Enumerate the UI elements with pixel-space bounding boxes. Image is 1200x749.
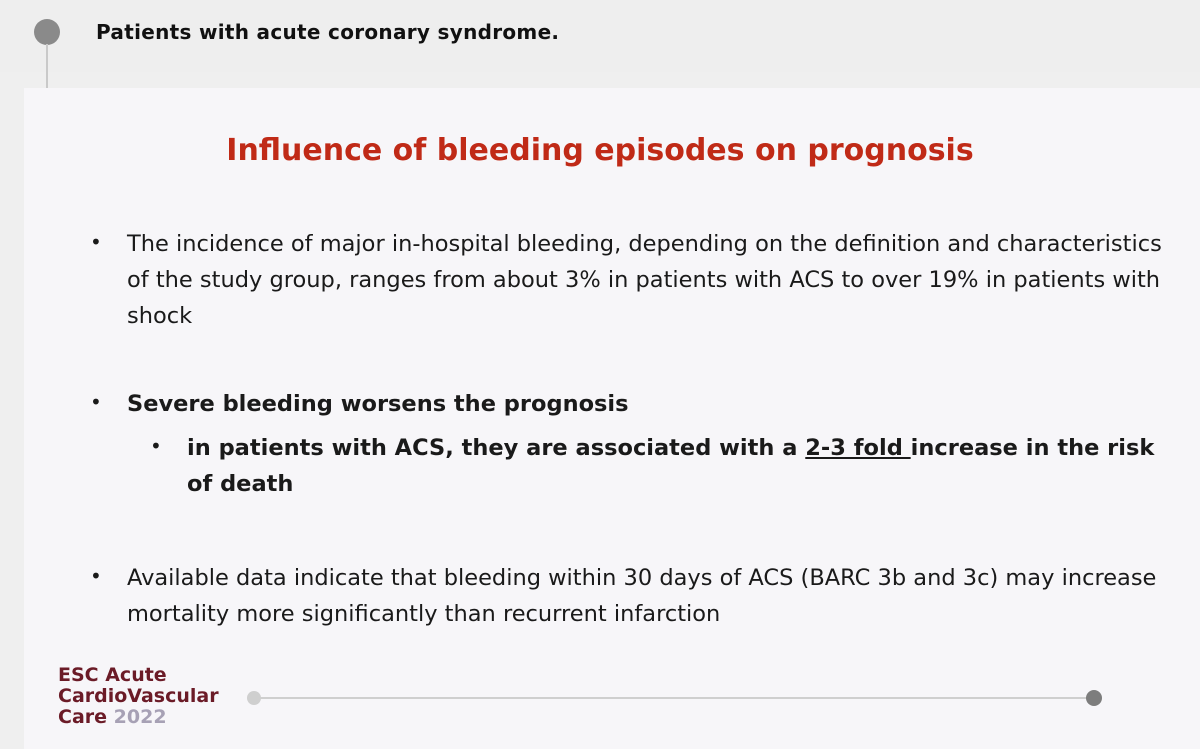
footer-dot-left <box>247 691 261 705</box>
bullet-marker-1: • <box>90 230 102 254</box>
bullet-3-text: Available data indicate that bleeding within 30 days of ACS (BARC 3b and 3c) may increase mortality more significantly than recurrent infarction <box>127 565 1157 627</box>
slide-title: Influence of bleeding episodes on prognosis <box>226 133 974 168</box>
esc-acc-logo <box>58 665 219 728</box>
logo-care: Care <box>58 706 108 728</box>
bullet-1-text: The incidence of major in-hospital bleeding, depending on the definition and characteristics of the study group, ranges from about 3% in patients with ACS to over 19% in patients with shock <box>127 231 1162 329</box>
logo-year: 2022 <box>113 706 167 728</box>
logo-line-1: ESC Acute <box>58 664 167 686</box>
header-bar <box>0 0 1200 72</box>
header-bullet-dot <box>34 19 60 45</box>
footer-progress-line <box>254 697 1094 699</box>
sub-bullet-text-start: in patients with ACS, they are associated with a <box>187 435 806 461</box>
footer-dot-right <box>1086 690 1102 706</box>
sub-bullet-underlined-text: 2-3 fold <box>805 435 911 461</box>
sub-bullet-text <box>187 430 1167 502</box>
header-title: Patients with acute coronary syndrome. <box>96 20 560 44</box>
logo-line-3 <box>58 707 219 728</box>
logo-line-2: CardioVascular <box>58 685 219 707</box>
sub-bullet-marker: • <box>150 434 162 458</box>
bullet-2-text: Severe bleeding worsens the prognosis <box>127 391 629 417</box>
bullet-marker-3: • <box>90 564 102 588</box>
bullet-marker-2: • <box>90 390 102 414</box>
header-connector-line <box>46 44 48 89</box>
sub-bullet-text-end: increase in the risk of death <box>187 435 1155 497</box>
